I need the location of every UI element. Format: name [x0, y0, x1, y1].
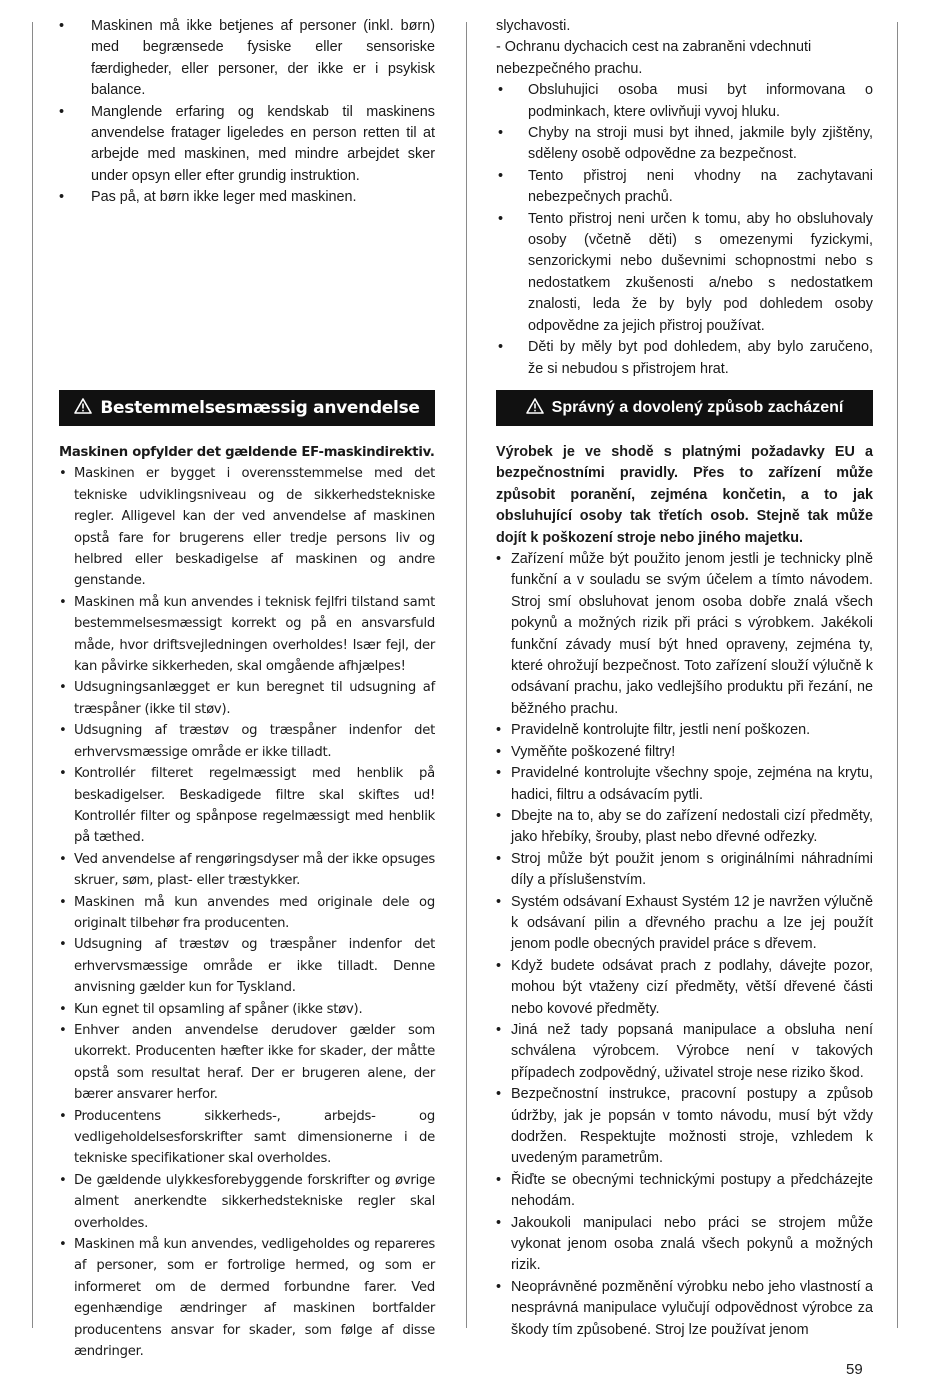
list-item: • Stroj může být použit jenom s originálními náhradními díly a příslušenstvím.: [496, 849, 873, 892]
czech-intro: Výrobek je ve shodě s platnými požadavky EU a bezpečnostními pravidly. Přes to zařízení může způsobit poranění, zejména končetin, a to jak obsluhující osoby tak třetích osob. Stejně tak může dojít k poškození stroje nebo jiného majetku.: [496, 444, 873, 546]
list-item: • Jakoukoli manipulaci nebo práci se strojem může vykonat jenom osoba znalá všech pokynů a možných rizik.: [496, 1213, 873, 1277]
czech-usage-section: [496, 442, 873, 1341]
list-item: • Maskinen er bygget i overensstemmelse med det tekniske udviklingsniveau og de sikkerhedstekniske regler. Alligevel kan der ved anvendelse af maskinen opstå fare for brugerens eller tredje persons liv og helbred eller beskadigelse af maskinen og andre genstande.: [59, 463, 435, 591]
danish-top-section: [59, 16, 435, 209]
danish-top-list: [59, 16, 435, 209]
right-margin-rule: [897, 22, 898, 1328]
list-item: • Maskinen må ikke betjenes af personer (inkl. børn) med begrænsede fysiske eller sensoriske færdigheder, eller personer, der ikke er i psykisk balance.: [59, 16, 435, 102]
heading-text: Bestemmelsesmæssig anvendelse: [100, 398, 420, 418]
list-item: • Tento přistroj neni vhodny na zachytavani nebezpečnych prachů.: [496, 166, 873, 209]
list-item: • Enhver anden anvendelse derudover gælder som ukorrekt. Producenten hæfter ikke for skader, der måtte opstå som resultat heraf. Der er brugeren alene, der bærer ansvarer herfor.: [59, 1020, 435, 1106]
list-item: • Maskinen må kun anvendes i teknisk fejlfri tilstand samt bestemmelsesmæssigt korrekt og på en ansvarsfuld måde, hvor driftsvejledningen overholdes! Især fejl, der kan påvirke sikkerheden, skal omgående afhjælpes!: [59, 592, 435, 678]
list-item: • Ved anvendelse af rengøringsdyser må der ikke opsuges skruer, søm, plast- eller træstykker.: [59, 849, 435, 892]
czech-top-line: slychavosti.: [496, 18, 571, 34]
czech-top-section: [496, 16, 873, 380]
list-item: • Neoprávněné pozměnění výrobku nebo jeho vlastností a nesprávná manipulace vylučují odpovědnost výrobce za škody tím způsobené. Stroj lze používat jenom: [496, 1277, 873, 1341]
left-margin-rule: [32, 22, 33, 1328]
list-item: • Pas på, at børn ikke leger med maskinen.: [59, 187, 435, 208]
czech-top-line: - Ochranu dychacich cest na zabraněni vdechnuti nebezpečného prachu.: [496, 39, 812, 77]
list-item: • De gældende ulykkesforebyggende forskrifter og øvrige alment anerkendte sikkerhedstekniske regler skal overholdes.: [59, 1170, 435, 1234]
list-item: • Dbejte na to, aby se do zařízení nedostali cizí předměty, jako hřebíky, šrouby, plast nebo dřevné odřezky.: [496, 806, 873, 849]
list-item: • Udsugning af træstøv og træspåner indenfor det erhvervsmæssige område er ikke tilladt.: [59, 720, 435, 763]
list-item: • Děti by měly byt pod dohledem, aby bylo zaručeno, že si nebudou s přistrojem hrat.: [496, 337, 873, 380]
list-item: • Zařízení může být použito jenom jestli je technicky plně funkční a v souladu se svým účelem a tímto návodem. Stroj smí obsluhovat jenom osoba dobře znalá všech pokynů a možných rizik při práci s výrobkem. Jakékoli funkční závady musí být hned opraveny, zejména ty, které ohrožují bezpečnost. Toto zařízení slouží výlučně k odsávaní prachu, jako vedlejšího produktu při řezání, ne běžného prachu.: [496, 549, 873, 720]
heading-text: Správný a dovolený způsob zacházení: [551, 399, 844, 416]
danish-usage-section: [59, 442, 435, 1362]
list-item: • Manglende erfaring og kendskab til maskinens anvendelse fratager ligeledes en person retten til at arbejde med maskinen, med mindre arbejdet sker under opsyn eller efter grundig instruktion.: [59, 102, 435, 188]
page-number: 59: [846, 1361, 863, 1378]
list-item: • Jiná než tady popsaná manipulace a obsluha není schválena výrobcem. Výrobce není v takových případech zodpovědný, uživatel stroje nese riziko škod.: [496, 1020, 873, 1084]
list-item: • Kontrollér filteret regelmæssigt med henblik på beskadigelser. Beskadigede filtre skal skiftes ud! Kontrollér filter og spånpose regelmæssigt med henblik på tæthed.: [59, 763, 435, 849]
list-item: • Obsluhujici osoba musi byt informovana o podminkach, ktere ovlivňuji vyvoj hluku.: [496, 80, 873, 123]
list-item: • Maskinen må kun anvendes med originale dele og originalt tilbehør fra producenten.: [59, 892, 435, 935]
list-item: • Pravidelné kontrolujte všechny spoje, zejména na krytu, hadici, filtru a odsávacím pytli.: [496, 763, 873, 806]
danish-usage-list: [59, 463, 435, 1362]
danish-section-heading: [59, 390, 435, 426]
danish-intro: Maskinen opfylder det gældende EF-maskindirektiv.: [59, 445, 435, 460]
list-item: • Vyměňte poškozené filtry!: [496, 742, 873, 763]
warning-icon: [526, 398, 544, 419]
list-item: • Kun egnet til opsamling af spåner (ikke støv).: [59, 999, 435, 1020]
list-item: • Řiďte se obecnými technickými postupy a předcházejte nehodám.: [496, 1170, 873, 1213]
list-item: • Bezpečnostní instrukce, pracovní postupy a způsob údržby, jak je popsán v tomto návodu, musí být vždy dodržen. Respektujte možnosti stroje, vzhledem k uvedeným parametrům.: [496, 1084, 873, 1170]
warning-icon: [74, 398, 92, 419]
list-item: • Udsugningsanlægget er kun beregnet til udsugning af træspåner (ikke til støv).: [59, 677, 435, 720]
czech-section-heading: [496, 390, 873, 426]
czech-usage-list: [496, 549, 873, 1341]
list-item: • Producentens sikkerheds-, arbejds- og vedligeholdelsesforskrifter samt dimensionerne i de tekniske specifikationer skal overholdes.: [59, 1106, 435, 1170]
czech-top-list: [496, 80, 873, 380]
list-item: • Chyby na stroji musi byt ihned, jakmile byly zjištěny, sděleny osobě odpovědne za bezpečnost.: [496, 123, 873, 166]
center-rule: [466, 22, 467, 1328]
list-item: • Pravidelně kontrolujte filtr, jestli není poškozen.: [496, 720, 873, 741]
list-item: • Tento přistroj neni určen k tomu, aby ho obsluhovaly osoby (včetně děti) s omezenymi fyzickymi, senzorickymi nebo duševnimi schopnostmi nebo s nedostatkem zkušenosti a/nebo s nedostatkem znalosti, leda že by byly pod dohledem osoby odpovědne za jejich přistroj používat.: [496, 209, 873, 337]
list-item: • Udsugning af træstøv og træspåner indenfor det erhvervsmæssige område er ikke tilladt. Denne anvisning gælder kun for Tyskland.: [59, 934, 435, 998]
list-item: • Systém odsávaní Exhaust Systém 12 je navržen výlučně k odsávaní pilin a dřevného prachu a lze jej použít jenom podle obecných pravidel práce s dřevem.: [496, 892, 873, 956]
list-item: • Když budete odsávat prach z podlahy, dávejte pozor, mohou být vtaženy cizí předměty, větší dřevené části nebo kovové předměty.: [496, 956, 873, 1020]
list-item: • Maskinen må kun anvendes, vedligeholdes og repareres af personer, som er fortrolige hermed, og som er informeret om de dermed forbundne farer. Ved egenhændige ændringer af maskinen bortfalder producentens ansvar for skader, som følge af disse ændringer.: [59, 1234, 435, 1362]
